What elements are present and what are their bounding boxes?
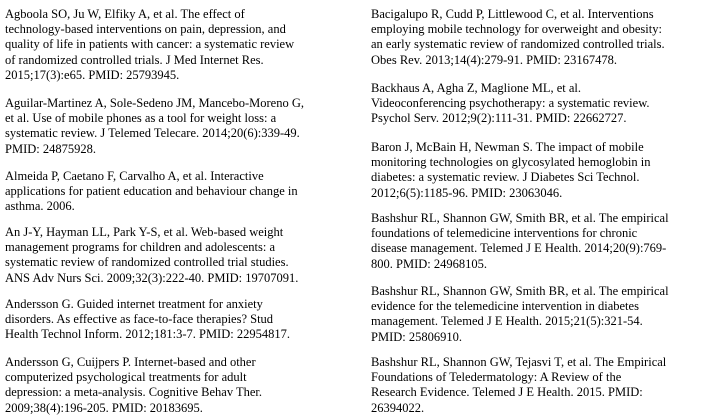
reference-andersson-2012: Andersson G. Guided internet treatment for anxiety disorders. As effective as face-to-face therapies? Stud Health Technol Inform. 2012;181:3-7. PMID: 22954817.: [5, 297, 290, 342]
reference-andersson-cuijpers-2009: Andersson G, Cuijpers P. Internet-based and other computerized psychological treatments for adult depression: a meta-analysis. Cognitive Behav Ther. 2009;38(4):196-205. PMID: 20183695.: [5, 355, 263, 415]
reference-bashshur-2015-teledermatology: Bashshur RL, Shannon GW, Tejasvi T, et al. The Empirical Foundations of Teledermatology: A Review of the Research Evidence. Telemed J E Health. 2015. PMID: 26394022.: [371, 355, 667, 415]
reference-bashshur-2015-diabetes: Bashshur RL, Shannon GW, Smith BR, et al. The empirical evidence for the telemedicine intervention in diabetes management. Telemed J E Health. 2015;21(5):321-54. PMID: 25806910.: [371, 284, 669, 344]
reference-backhaus-2012: Backhaus A, Agha Z, Maglione ML, et al. Videoconferencing psychotherapy: a systematic review. Psychol Serv. 2012;9(2):111-31. PMID: 22662727.: [371, 81, 650, 126]
reference-almeida-2006: Almeida P, Caetano F, Carvalho A, et al. Interactive applications for patient education and behaviour change in asthma. 2006.: [5, 169, 298, 214]
reference-bacigalupo-2013: Bacigalupo R, Cudd P, Littlewood C, et al. Interventions employing mobile technology for overweight and obesity: an early systematic review of randomized controlled trials. Obes Rev. 2013;14(4):279-91. PMID: 23167478.: [371, 7, 665, 67]
reference-agboola-2015: Agboola SO, Ju W, Elfiky A, et al. The effect of technology-based interventions on pain, depression, and quality of life in patients with cancer: a systematic review of randomized controlled trials. J Med Internet Res. 2015;17(3):e65. PMID: 25793945.: [5, 7, 295, 82]
reference-bashshur-2014: Bashshur RL, Shannon GW, Smith BR, et al. The empirical foundations of telemedicine interventions for chronic disease management. Telemed J E Health. 2014;20(9):769- 800. PMID: 24968105.: [371, 211, 669, 271]
reference-an-2009: An J-Y, Hayman LL, Park Y-S, et al. Web-based weight management programs for children and adolescents: a systematic review of randomized controlled trial studies. ANS Adv Nurs Sci. 2009;32(3):222-40. PMID: 19707091.: [5, 225, 299, 285]
reference-baron-2012: Baron J, McBain H, Newman S. The impact of mobile monitoring technologies on glycosylated hemoglobin in diabetes: a systematic review. J Diabetes Sci Technol. 2012;6(5):1185-96. PMID: 23063046.: [371, 140, 651, 200]
reference-aguilar-martinez-2014: Aguilar-Martinez A, Sole-Sedeno JM, Mancebo-Moreno G, et al. Use of mobile phones as a tool for weight loss: a systematic review. J Telemed Telecare. 2014;20(6):339-49. PMID: 24875928.: [5, 96, 304, 156]
